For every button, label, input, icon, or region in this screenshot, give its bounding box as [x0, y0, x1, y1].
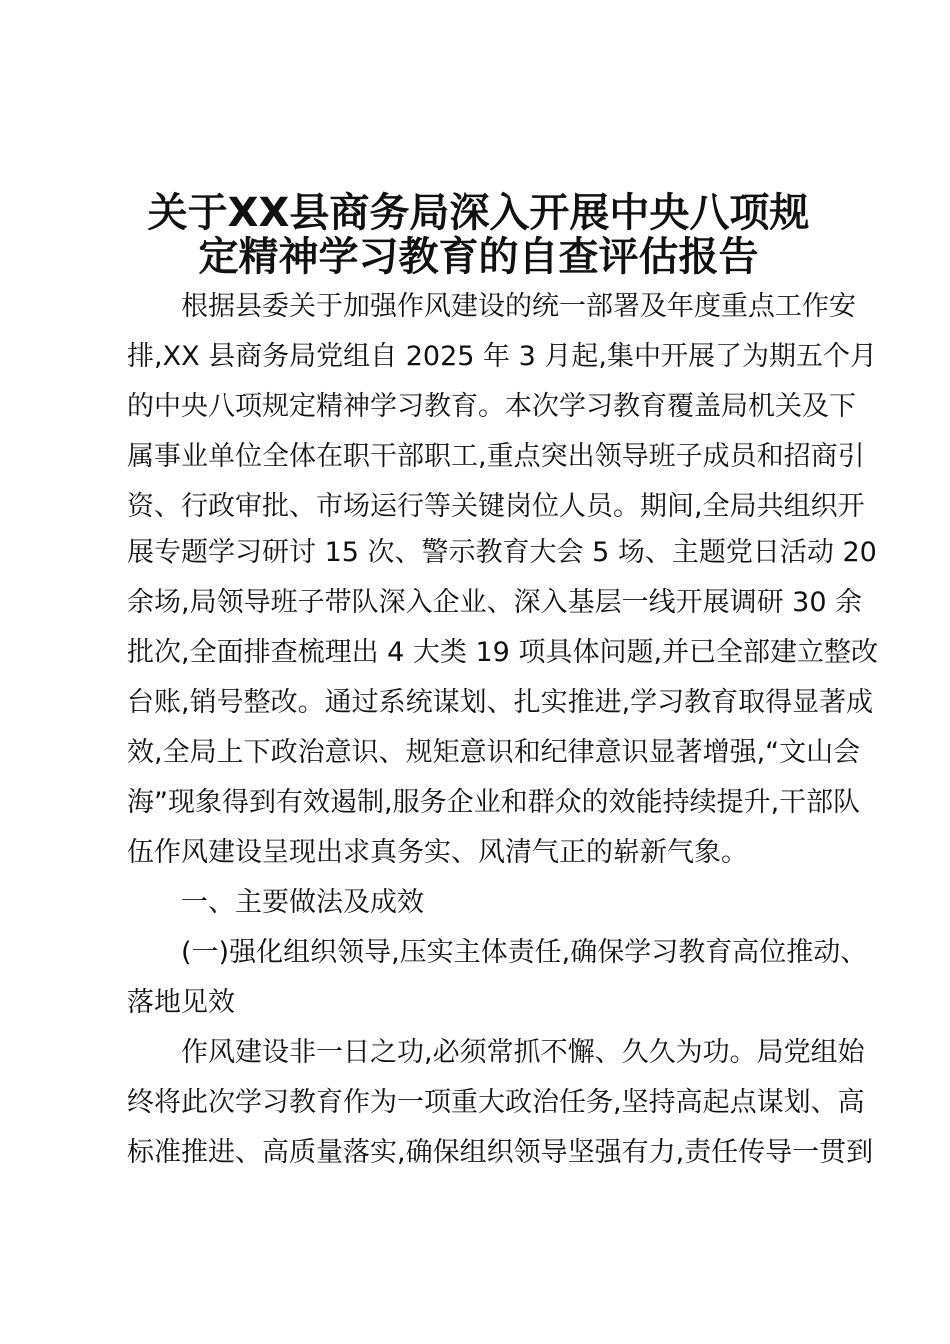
document-title-line-1: 关于XX县商务局深入开展中央八项规 [147, 190, 810, 236]
text-line: 批次,全面排查梳理出 4 大类 19 项具体问题,并已全部建立整改 [127, 637, 879, 668]
text-line: 台账,销号整改。通过系统谋划、扎实推进,学习教育取得显著成 [127, 687, 874, 718]
text-line: 属事业单位全体在职干部职工,重点突出领导班子成员和招商引 [127, 441, 865, 472]
document-title-line-2: 定精神学习教育的自查评估报告 [198, 234, 759, 280]
text-line: 的中央八项规定精神学习教育。本次学习教育覆盖局机关及下 [127, 391, 856, 422]
text-line: 落地见效 [127, 987, 235, 1018]
text-line: 伍作风建设呈现出求真务实、风清气正的崭新气象。 [127, 837, 748, 868]
text-line: 作风建设非一日之功,必须常抓不懈、久久为功。局党组始 [181, 1037, 865, 1068]
section-heading: 一、主要做法及成效 [181, 887, 424, 918]
text-line: 效,全局上下政治意识、规矩意识和纪律意识显著增强,“文山会 [127, 737, 861, 768]
text-line: 资、行政审批、市场运行等关键岗位人员。期间,全局共组织开 [127, 491, 865, 522]
text-line: 标准推进、高质量落实,确保组织领导坚强有力,责任传导一贯到 [127, 1137, 874, 1168]
text-line: (一)强化组织领导,压实主体责任,确保学习教育高位推动、 [181, 937, 868, 968]
text-line: 排,XX 县商务局党组自 2025 年 3 月起,集中开展了为期五个月 [127, 341, 877, 372]
text-line: 余场,局领导班子带队深入企业、深入基层一线开展调研 30 余 [127, 587, 863, 618]
text-line: 展专题学习研讨 15 次、警示教育大会 5 场、主题党日活动 20 [127, 537, 877, 568]
text-line: 根据县委关于加强作风建设的统一部署及年度重点工作安 [181, 291, 856, 322]
text-line: 终将此次学习教育作为一项重大政治任务,坚持高起点谋划、高 [127, 1087, 865, 1118]
text-line: 海”现象得到有效遏制,服务企业和群众的效能持续提升,干部队 [127, 787, 861, 818]
